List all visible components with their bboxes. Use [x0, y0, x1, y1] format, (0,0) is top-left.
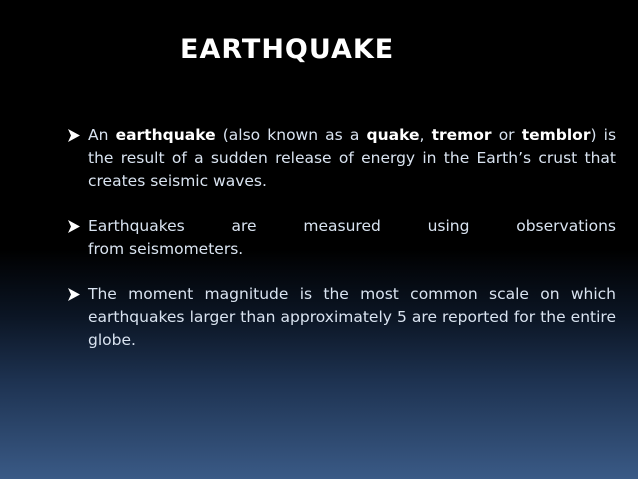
bullet-word: Earthquakes: [88, 217, 185, 235]
bullet-item-1: [64, 124, 616, 193]
term-earthquake: earthquake: [115, 126, 216, 144]
arrow-bullet-icon: [68, 129, 80, 142]
bullet-line: [88, 215, 616, 238]
bullet-word: observations: [516, 217, 616, 235]
term-tremor: tremor: [431, 126, 492, 144]
term-quake: quake: [366, 126, 420, 144]
bullet-list: [64, 124, 616, 374]
bullet-item-3: [64, 283, 616, 352]
arrow-bullet-icon: [68, 288, 80, 301]
bullet-text: An: [88, 126, 116, 144]
slide-title: EARTHQUAKE: [180, 34, 395, 65]
bullet-word: using: [427, 217, 470, 235]
bullet-text: (also known as a: [215, 126, 367, 144]
bullet-line: from seismometers.: [88, 240, 244, 258]
bullet-text: ) is the result of a sudden release of energy in the Earth’s crust that creates seismic waves.: [88, 126, 617, 190]
term-temblor: temblor: [521, 126, 591, 144]
bullet-text: The moment magnitude is the most common scale on which earthquakes larger than approximately 5 are reported for the entire globe.: [88, 285, 616, 349]
bullet-text: ,: [419, 126, 432, 144]
arrow-bullet-icon: [68, 220, 80, 233]
bullet-word: measured: [303, 217, 381, 235]
bullet-item-2: [64, 215, 616, 261]
bullet-word: are: [231, 217, 257, 235]
bullet-text: or: [491, 126, 522, 144]
